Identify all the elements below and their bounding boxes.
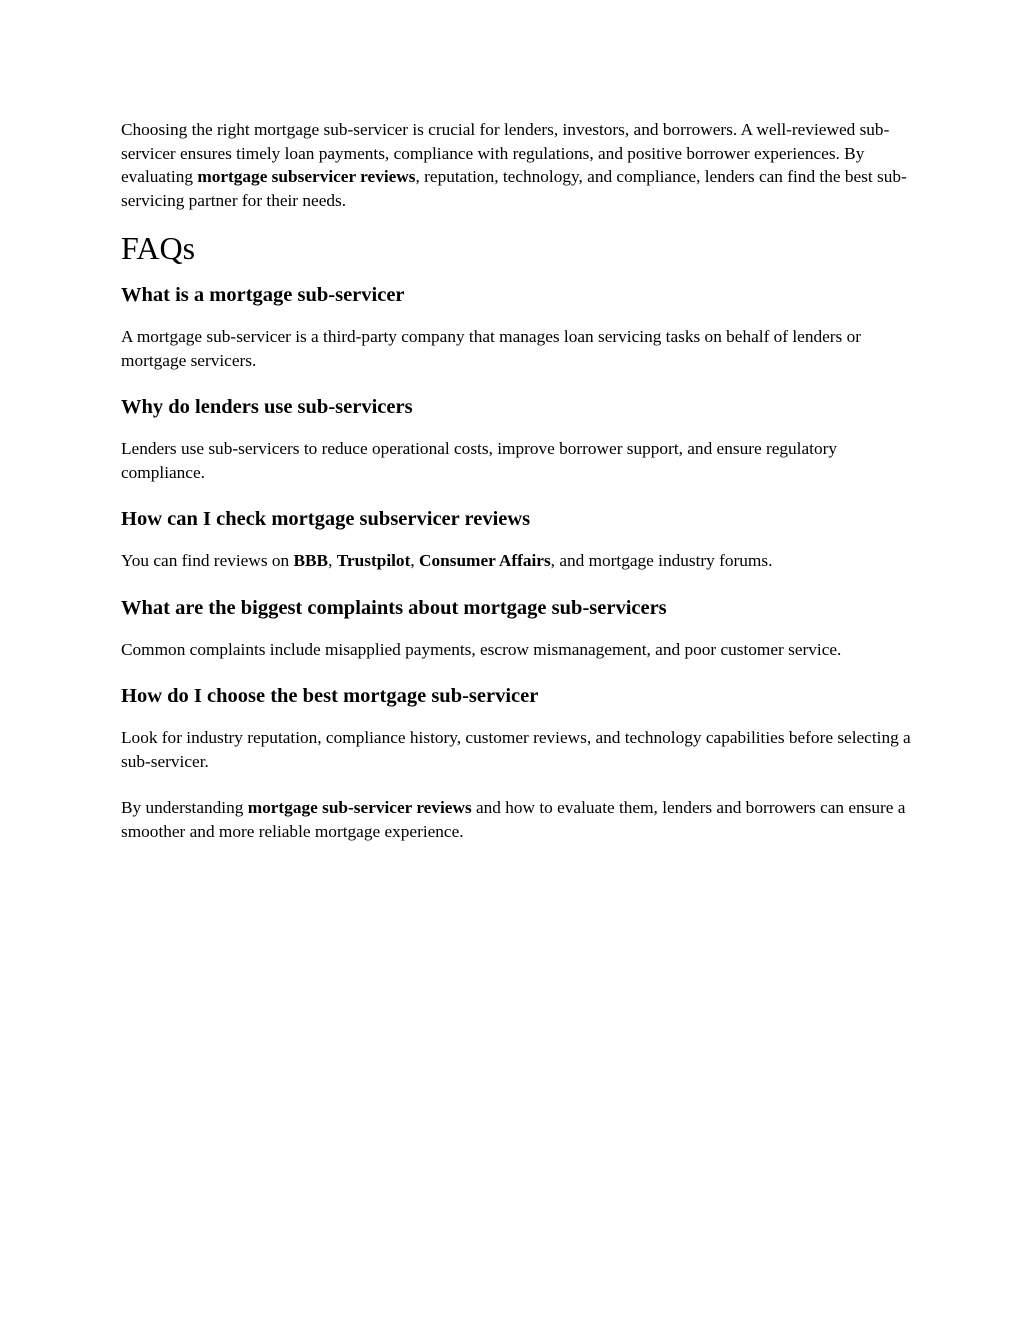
faq-question-3: How can I check mortgage subservicer reviews: [121, 508, 531, 530]
faq-answer-2: Lenders use sub-servicers to reduce operational costs, improve borrower support, and ensure regulatory compliance.: [121, 439, 837, 482]
faq-question-2: Why do lenders use sub-servicers: [121, 396, 413, 418]
document-page: [121, 118, 911, 843]
intro-bold-keyword: mortgage subservicer reviews: [197, 167, 416, 186]
faq-answer-3-sep1: ,: [328, 551, 337, 570]
faq-answer-3: [121, 549, 911, 573]
faq-answer-3-prefix: You can find reviews on: [121, 551, 294, 570]
faq-answer-3-trustpilot: Trustpilot: [336, 551, 411, 570]
faq-answer-3-bbb: BBB: [293, 551, 329, 570]
conclusion-text-2: and how to evaluate them, lenders and borrowers can ensure a smoother and more reliable mortgage experience.: [121, 798, 906, 841]
faq-answer-1: A mortgage sub-servicer is a third-party company that manages loan servicing tasks on behalf of lenders or mortgage servicers.: [121, 327, 861, 370]
intro-paragraph: [121, 118, 911, 212]
conclusion-text-1: By understanding: [121, 798, 248, 817]
faq-answer-3-consumer-affairs: Consumer Affairs: [418, 551, 551, 570]
faq-question-5: How do I choose the best mortgage sub-servicer: [121, 685, 539, 707]
faq-answer-3-suffix: , and mortgage industry forums.: [550, 551, 773, 570]
intro-text-2: , reputation, technology, and compliance, lenders can find the best sub-servicing partner for their needs.: [121, 167, 907, 210]
conclusion-paragraph: [121, 796, 911, 843]
faq-question-1: What is a mortgage sub-servicer: [121, 284, 405, 306]
faq-answer-3-sep2: ,: [410, 551, 419, 570]
intro-text-1: Choosing the right mortgage sub-servicer is crucial for lenders, investors, and borrowers. A well-reviewed sub-servicer ensures timely loan payments, compliance with regulations, and positive borrower experiences. By evaluating: [121, 120, 890, 186]
faq-answer-5: Look for industry reputation, compliance history, customer reviews, and technology capabilities before selecting a sub-servicer.: [121, 728, 911, 771]
faq-question-4: What are the biggest complaints about mortgage sub-servicers: [121, 596, 667, 619]
conclusion-bold-keyword: mortgage sub-servicer reviews: [247, 798, 472, 817]
faq-answer-4: Common complaints include misapplied payments, escrow mismanagement, and poor customer service.: [121, 639, 842, 659]
faq-heading: FAQs: [121, 230, 196, 266]
